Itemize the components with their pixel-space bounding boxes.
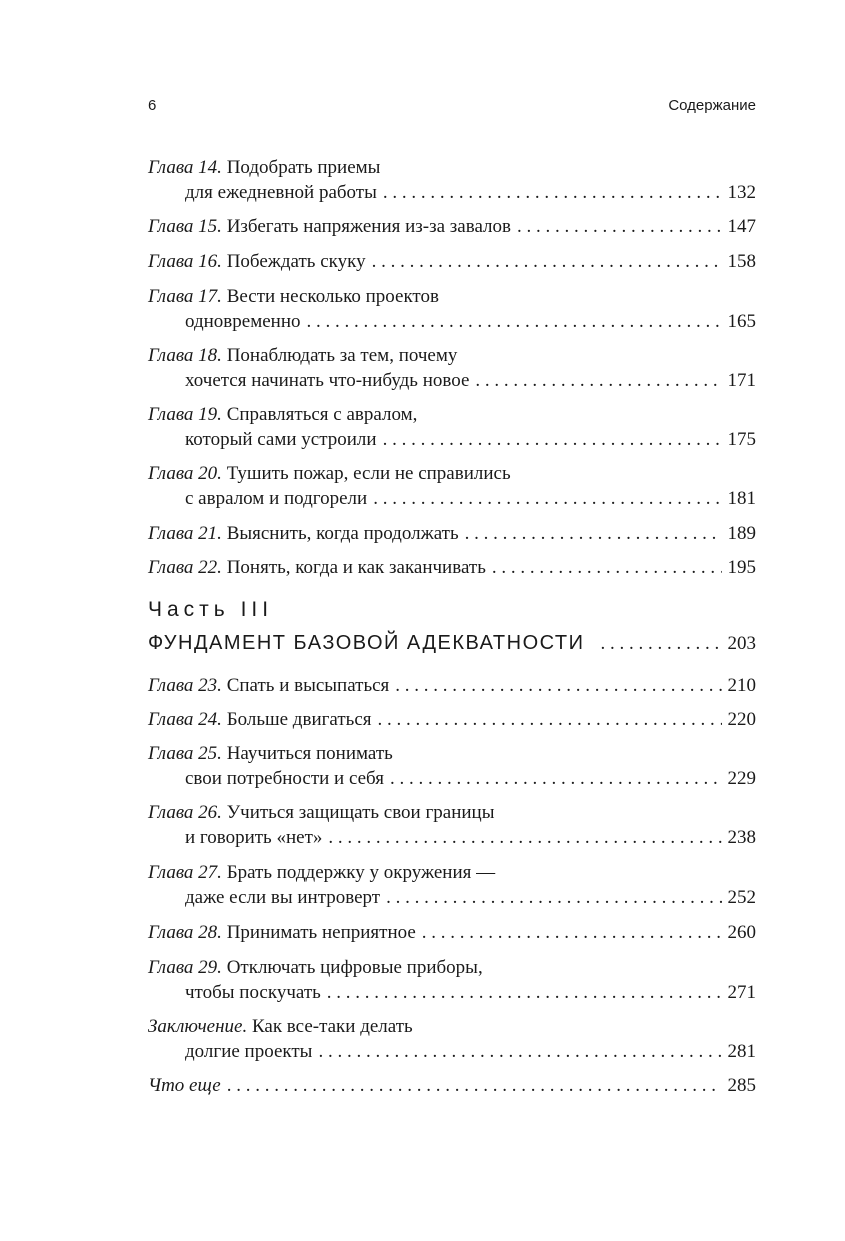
dot-leader [383,427,722,452]
part-label: Часть III [148,598,274,621]
entry-label: Глава 22. [148,557,222,578]
toc-entry[interactable] [148,1073,756,1098]
dot-leader [475,368,721,393]
entry-label: Глава 17. [148,286,222,307]
entry-title: Учиться защищать свои границы [226,802,495,823]
entry-title-cont: долгие проекты [185,1041,313,1062]
entry-label: Глава 15. [148,216,222,237]
toc-entry[interactable] [148,673,756,698]
entry-title: Избегать напряжения из-за завалов [226,216,512,237]
entry-label: Глава 24. [148,709,222,730]
entry-title-cont: свои потребности и себя [185,768,384,789]
entry-page: 132 [727,182,756,203]
toc-entry[interactable] [148,741,756,791]
toc-entry[interactable] [148,920,756,945]
part-title: ФУНДАМЕНТ БАЗОВОЙ АДЕКВАТНОСТИ [148,632,585,654]
entry-title-cont: чтобы поскучать [185,982,321,1003]
entry-label: Глава 18. [148,345,222,366]
entry-page: 171 [727,370,756,391]
entry-label: Глава 29. [148,957,222,978]
dot-leader [465,521,722,546]
entry-page: 220 [727,709,756,730]
entry-title: Больше двигаться [226,709,372,730]
entry-title-cont: с авралом и подгорели [185,488,368,509]
entry-page: 229 [727,768,756,789]
dot-leader [383,180,722,205]
entry-title: Отключать цифровые приборы, [226,957,483,978]
entry-title: Брать поддержку у окружения — [226,862,496,883]
running-head [148,97,756,117]
entry-label: Заключение. [148,1016,248,1037]
entry-page: 281 [727,1041,756,1062]
entry-page: 165 [727,311,756,332]
entry-title: Как все-таки делать [251,1016,413,1037]
entry-label: Глава 28. [148,922,222,943]
entry-title: Вести несколько проектов [226,286,439,307]
toc-entry[interactable] [148,800,756,850]
entry-label: Глава 25. [148,743,222,764]
entry-label: Глава 14. [148,157,222,178]
toc-entry[interactable] [148,555,756,580]
dot-leader [378,707,722,732]
entry-title: Спать и высыпаться [226,675,390,696]
toc-entry[interactable] [148,284,756,334]
dot-leader [517,214,721,239]
toc-entry[interactable] [148,249,756,274]
dot-leader [386,885,721,910]
dot-leader [318,1039,721,1064]
dot-leader [492,555,722,580]
entry-title: Побеждать скуку [226,251,366,272]
part-page: 203 [727,633,756,654]
section-title: Содержание [668,97,756,114]
entry-page: 238 [727,827,756,848]
toc-entry[interactable] [148,214,756,239]
dot-leader [422,920,722,945]
part-entry[interactable] [148,632,756,655]
entry-page: 210 [727,675,756,696]
entry-label: Глава 19. [148,404,222,425]
entry-label: Глава 27. [148,862,222,883]
dot-leader [390,766,722,791]
entry-page: 158 [727,251,756,272]
toc-entry[interactable] [148,521,756,546]
toc-entry[interactable] [148,860,756,910]
entry-title: Понять, когда и как заканчивать [226,557,486,578]
dot-leader [395,673,721,698]
page-number: 6 [148,97,157,114]
dot-leader [373,486,721,511]
entry-title-cont: который сами устроили [185,429,377,450]
entry-page: 175 [727,429,756,450]
entry-label: Глава 21. [148,523,222,544]
entry-page: 285 [727,1075,756,1096]
toc-entry[interactable] [148,461,756,511]
entry-label: Что еще [148,1075,221,1096]
entry-title-cont: и говорить «нет» [185,827,323,848]
toc-entry[interactable] [148,343,756,393]
entry-page: 260 [727,922,756,943]
entry-page: 189 [727,523,756,544]
entry-title: Тушить пожар, если не справились [226,463,511,484]
entry-title-cont: даже если вы интроверт [185,887,381,908]
dot-leader [227,1073,722,1098]
dot-leader [601,633,722,655]
entry-label: Глава 23. [148,675,222,696]
dot-leader [327,980,722,1005]
dot-leader [372,249,722,274]
dot-leader [306,309,721,334]
toc-entry[interactable] [148,707,756,732]
toc-entry[interactable] [148,155,756,205]
entry-page: 181 [727,488,756,509]
toc-entry[interactable] [148,402,756,452]
toc-entry[interactable] [148,1014,756,1064]
entry-label: Глава 16. [148,251,222,272]
entry-page: 252 [727,887,756,908]
toc-entry[interactable] [148,955,756,1005]
entry-page: 147 [727,216,756,237]
entry-title: Понаблюдать за тем, почему [226,345,458,366]
dot-leader [328,825,721,850]
entry-label: Глава 20. [148,463,222,484]
entry-label: Глава 26. [148,802,222,823]
entry-title: Подобрать приемы [226,157,381,178]
entry-title: Справляться с авралом, [226,404,418,425]
entry-title: Научиться понимать [226,743,393,764]
entry-title-cont: хочется начинать что-нибудь новое [185,370,470,391]
entry-page: 271 [727,982,756,1003]
entry-title-cont: одновременно [185,311,301,332]
entry-title: Принимать неприятное [226,922,416,943]
entry-page: 195 [727,557,756,578]
entry-title: Выяснить, когда продолжать [226,523,459,544]
entry-title-cont: для ежедневной работы [185,182,377,203]
